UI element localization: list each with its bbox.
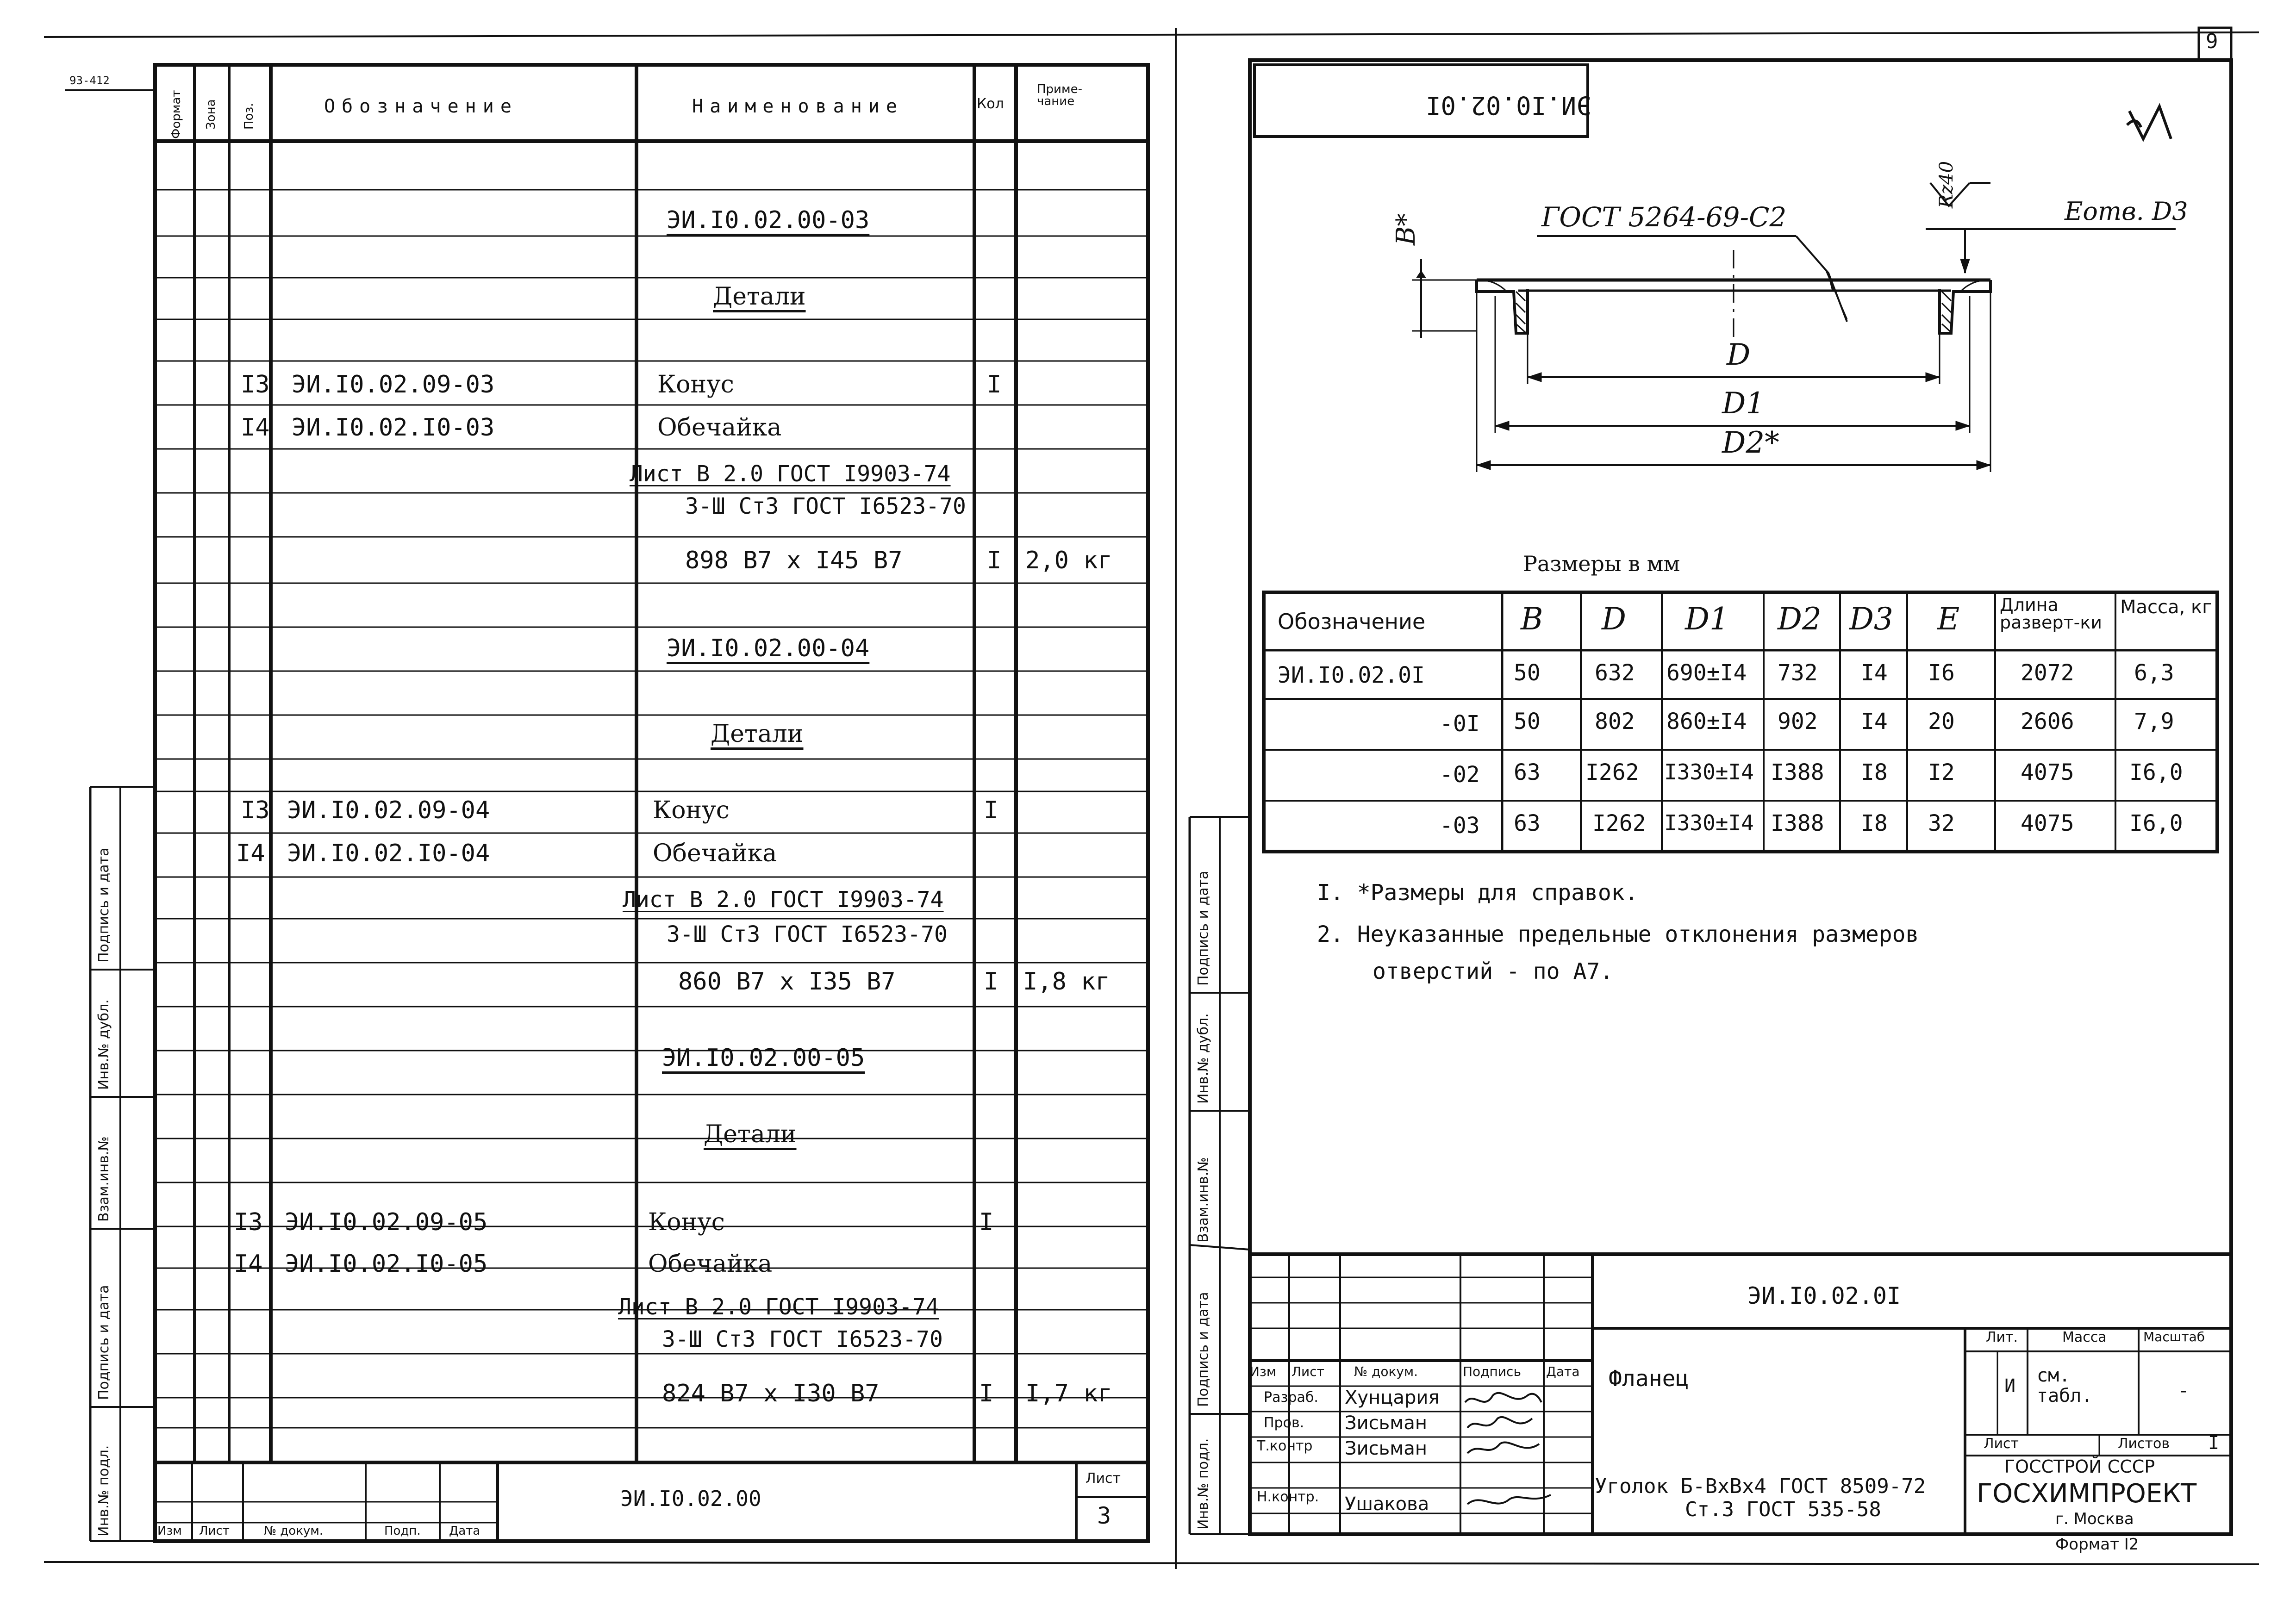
- role-norm-control: Н.контр.: [1257, 1489, 1319, 1505]
- table-r2-e: 20: [1928, 709, 1955, 734]
- right-side-orig-inv: Инв.№ подл.: [1195, 1438, 1211, 1530]
- group1-pos-14: I4: [241, 414, 270, 442]
- group3-pos-13: I3: [234, 1208, 263, 1236]
- table-r4-designation: -03: [1440, 813, 1480, 839]
- group3-pos-14: I4: [234, 1250, 263, 1278]
- group2-size: 860 В7 х I35 В7: [678, 968, 896, 996]
- header-format: Формат: [169, 90, 183, 139]
- group1-pos-13: I3: [241, 371, 270, 398]
- left-side-orig-inv: Инв.№ подл.: [96, 1445, 112, 1537]
- table-r3-d3: I8: [1861, 759, 1888, 785]
- table-r2-d2: 902: [1778, 709, 1818, 734]
- org-city: г. Москва: [2055, 1510, 2134, 1528]
- title-material-1: Уголок Б-ВхВх4 ГОСТ 8509-72: [1595, 1475, 1926, 1498]
- note-2-line-2: отверстий - по А7.: [1373, 958, 1614, 984]
- table-head-d1: D1: [1685, 601, 1729, 637]
- rotated-doc-code: ЭИ.I0.02.0I: [1426, 91, 1591, 120]
- lit-value: И: [2004, 1375, 2016, 1397]
- title-col-list: Лист: [1292, 1364, 1324, 1379]
- group2-pos-14: I4: [236, 840, 265, 867]
- group1-designation-14: ЭИ.I0.02.I0-03: [292, 414, 495, 442]
- left-stamp-sheet-label: Лист: [1086, 1470, 1121, 1487]
- left-stamp-col-izm: Изм: [157, 1524, 182, 1538]
- group2-size-qty: I: [984, 968, 998, 996]
- table-r1-d1: 690±I4: [1666, 660, 1747, 686]
- right-side-sign-date-2: Подпись и дата: [1195, 1292, 1211, 1407]
- table-r3-b: 63: [1514, 759, 1541, 785]
- table-head-designation: Обозначение: [1278, 609, 1426, 634]
- left-side-sign-date-2: Подпись и дата: [96, 1285, 112, 1400]
- table-r1-mass: 6,3: [2134, 660, 2174, 686]
- title-col-sign: Подпись: [1463, 1364, 1521, 1379]
- role-developer-name: Хунцария: [1345, 1387, 1440, 1408]
- table-r1-d3: I4: [1861, 660, 1888, 686]
- group3-material-2: 3-Ш Ст3 ГОСТ I6523-70: [662, 1326, 943, 1352]
- group2-size-note: I,8 кг: [1023, 968, 1110, 996]
- scale-label: Масштаб: [2143, 1329, 2205, 1344]
- table-r1-length: 2072: [2021, 660, 2074, 686]
- table-head-e: E: [1937, 601, 1960, 637]
- weld-gost-label: ГОСТ 5264-69-С2: [1541, 201, 1787, 233]
- table-r4-d1: I330±I4: [1664, 810, 1754, 835]
- table-r2-d1: 860±I4: [1666, 709, 1747, 734]
- left-stamp-col-date: Дата: [449, 1524, 480, 1538]
- scale-value: -: [2178, 1380, 2190, 1401]
- org-line-2: ГОСХИМПРОЕКТ: [1977, 1479, 2197, 1509]
- role-developer: Разраб.: [1264, 1389, 1318, 1406]
- roughness-label: Rz40: [1936, 161, 1957, 208]
- table-r2-length: 2606: [2021, 709, 2074, 734]
- group3-title: ЭИ.I0.02.00-05: [662, 1044, 865, 1072]
- left-side-dup-inv: Инв.№ дубл.: [96, 999, 112, 1090]
- group3-name-13: Конус: [648, 1208, 725, 1236]
- dim-d-label: D: [1727, 338, 1751, 372]
- note-1: I. *Размеры для справок.: [1317, 880, 1638, 906]
- group1-material-2: 3-Ш Ст3 ГОСТ I6523-70: [685, 493, 966, 519]
- corner-code: 93-412: [69, 74, 110, 87]
- table-r3-length: 4075: [2021, 759, 2074, 785]
- mass-label: Масса: [2062, 1329, 2107, 1345]
- header-note: Приме- чание: [1037, 82, 1082, 108]
- group3-size: 824 В7 х I30 В7: [662, 1380, 880, 1407]
- role-norm-control-name: Ушакова: [1345, 1493, 1429, 1515]
- right-side-replace-inv: Взам.инв.№: [1195, 1157, 1211, 1243]
- table-r1-d: 632: [1595, 660, 1635, 686]
- group1-name-13: Конус: [657, 371, 734, 398]
- header-pos: Поз.: [242, 103, 256, 130]
- title-col-date: Дата: [1546, 1364, 1580, 1379]
- table-r2-d: 802: [1595, 709, 1635, 734]
- group2-material-2: 3-Ш Ст3 ГОСТ I6523-70: [667, 921, 948, 947]
- title-col-izm: Изм: [1250, 1364, 1276, 1379]
- group2-name-13: Конус: [653, 796, 730, 824]
- group3-section: Детали: [704, 1120, 797, 1148]
- lit-label: Лит.: [1986, 1329, 2018, 1345]
- group1-designation-13: ЭИ.I0.02.09-03: [292, 371, 495, 398]
- table-r3-designation: -02: [1440, 762, 1480, 788]
- right-side-dup-inv: Инв.№ дубл.: [1195, 1013, 1211, 1104]
- table-r1-designation: ЭИ.I0.02.0I: [1278, 662, 1425, 688]
- group1-size: 898 В7 х I45 В7: [685, 547, 903, 574]
- group3-name-14: Обечайка: [648, 1250, 773, 1278]
- hole-label: Еотв. D3: [2065, 197, 2188, 226]
- table-r2-d3: I4: [1861, 709, 1888, 734]
- group2-designation-13: ЭИ.I0.02.09-04: [287, 796, 490, 824]
- table-head-d3: D3: [1849, 601, 1893, 637]
- table-r4-mass: I6,0: [2129, 810, 2183, 836]
- group2-material-1: Лист В 2.0 ГОСТ I9903-74: [623, 887, 944, 913]
- table-r3-d2: I388: [1771, 759, 1824, 785]
- format-label: Формат I2: [2055, 1535, 2139, 1554]
- table-r1-e: I6: [1928, 660, 1955, 686]
- table-head-b: B: [1521, 601, 1543, 637]
- group3-size-note: I,7 кг: [1025, 1380, 1112, 1407]
- table-head-d: D: [1602, 601, 1626, 637]
- title-col-doc: № докум.: [1354, 1364, 1418, 1379]
- right-side-sign-date-1: Подпись и дата: [1195, 871, 1211, 986]
- group1-size-note: 2,0 кг: [1025, 547, 1112, 574]
- group3-size-qty: I: [979, 1380, 994, 1407]
- table-head-d2: D2: [1778, 601, 1822, 637]
- sheets-value: I: [2208, 1432, 2220, 1454]
- table-head-mass: Масса, кг: [2120, 597, 2212, 618]
- table-r2-designation: -0I: [1440, 711, 1480, 737]
- table-r4-d: I262: [1592, 810, 1646, 836]
- table-r1-b: 50: [1514, 660, 1541, 686]
- left-stamp-col-list: Лист: [199, 1524, 230, 1538]
- table-r2-mass: 7,9: [2134, 709, 2174, 734]
- role-checker-name: Зисьман: [1345, 1412, 1428, 1434]
- org-line-1: ГОССТРОЙ СССР: [2004, 1456, 2155, 1477]
- group3-qty-13: I: [979, 1208, 994, 1236]
- flange-section-drawing: [1412, 106, 2176, 472]
- header-qty: Кол: [977, 96, 1004, 112]
- table-r1-d2: 732: [1778, 660, 1818, 686]
- header-zone: Зона: [204, 99, 218, 130]
- left-stamp-code: ЭИ.I0.02.00: [620, 1486, 761, 1511]
- left-stamp-sheet-no: 3: [1097, 1502, 1111, 1529]
- group2-qty-13: I: [984, 796, 998, 824]
- table-r4-d3: I8: [1861, 810, 1888, 836]
- table-r4-length: 4075: [2021, 810, 2074, 836]
- title-part-name: Фланец: [1609, 1366, 1689, 1392]
- title-doc-code: ЭИ.I0.02.0I: [1747, 1282, 1901, 1309]
- left-stamp-col-doc: № докум.: [264, 1524, 324, 1538]
- group1-qty-13: I: [987, 371, 1002, 398]
- group1-name-14: Обечайка: [657, 414, 782, 442]
- group3-designation-14: ЭИ.I0.02.I0-05: [285, 1250, 488, 1278]
- table-r3-e: I2: [1928, 759, 1955, 785]
- dim-d1-label: D1: [1722, 386, 1765, 421]
- role-tech-control-name: Зисьман: [1345, 1438, 1428, 1459]
- dim-d2-label: D2*: [1722, 426, 1780, 460]
- role-checker: Пров.: [1264, 1415, 1304, 1431]
- group2-title: ЭИ.I0.02.00-04: [667, 635, 870, 662]
- dim-b-label: В*: [1391, 213, 1421, 245]
- units-caption: Размеры в мм: [1523, 551, 1680, 576]
- role-tech-control: Т.контр: [1257, 1438, 1313, 1454]
- group1-title: ЭИ.I0.02.00-03: [667, 206, 870, 234]
- group2-pos-13: I3: [241, 796, 270, 824]
- sheets-label: Листов: [2118, 1436, 2170, 1452]
- left-stamp-col-sign: Подп.: [384, 1524, 421, 1538]
- group3-material-1: Лист В 2.0 ГОСТ I9903-74: [618, 1294, 939, 1320]
- table-r4-e: 32: [1928, 810, 1955, 836]
- table-r2-b: 50: [1514, 709, 1541, 734]
- header-designation: Обозначение: [324, 96, 518, 117]
- table-r3-d: I262: [1585, 759, 1639, 785]
- group3-designation-13: ЭИ.I0.02.09-05: [285, 1208, 488, 1236]
- group1-material-1: Лист В 2.0 ГОСТ I9903-74: [630, 461, 951, 487]
- group2-section: Детали: [711, 720, 804, 748]
- left-side-replace-inv: Взам.инв.№: [96, 1136, 112, 1222]
- left-side-sign-date-1: Подпись и дата: [96, 847, 112, 963]
- table-r3-d1: I330±I4: [1664, 759, 1754, 784]
- group2-name-14: Обечайка: [653, 840, 777, 867]
- note-2-line-1: 2. Неуказанные предельные отклонения размеров: [1317, 921, 1919, 947]
- group2-designation-14: ЭИ.I0.02.I0-04: [287, 840, 490, 867]
- table-r4-d2: I388: [1771, 810, 1824, 836]
- page-number: 9: [2206, 30, 2218, 53]
- table-r3-mass: I6,0: [2129, 759, 2183, 785]
- table-head-length: Длина разверт-ки: [2000, 595, 2103, 633]
- group1-section: Детали: [713, 283, 806, 311]
- title-material-2: Ст.3 ГОСТ 535-58: [1685, 1498, 1881, 1521]
- table-r4-b: 63: [1514, 810, 1541, 836]
- group1-size-qty: I: [987, 547, 1002, 574]
- mass-value: см. табл.: [2037, 1365, 2093, 1406]
- sheet-label: Лист: [1984, 1436, 2019, 1452]
- header-name: Наименование: [692, 96, 904, 117]
